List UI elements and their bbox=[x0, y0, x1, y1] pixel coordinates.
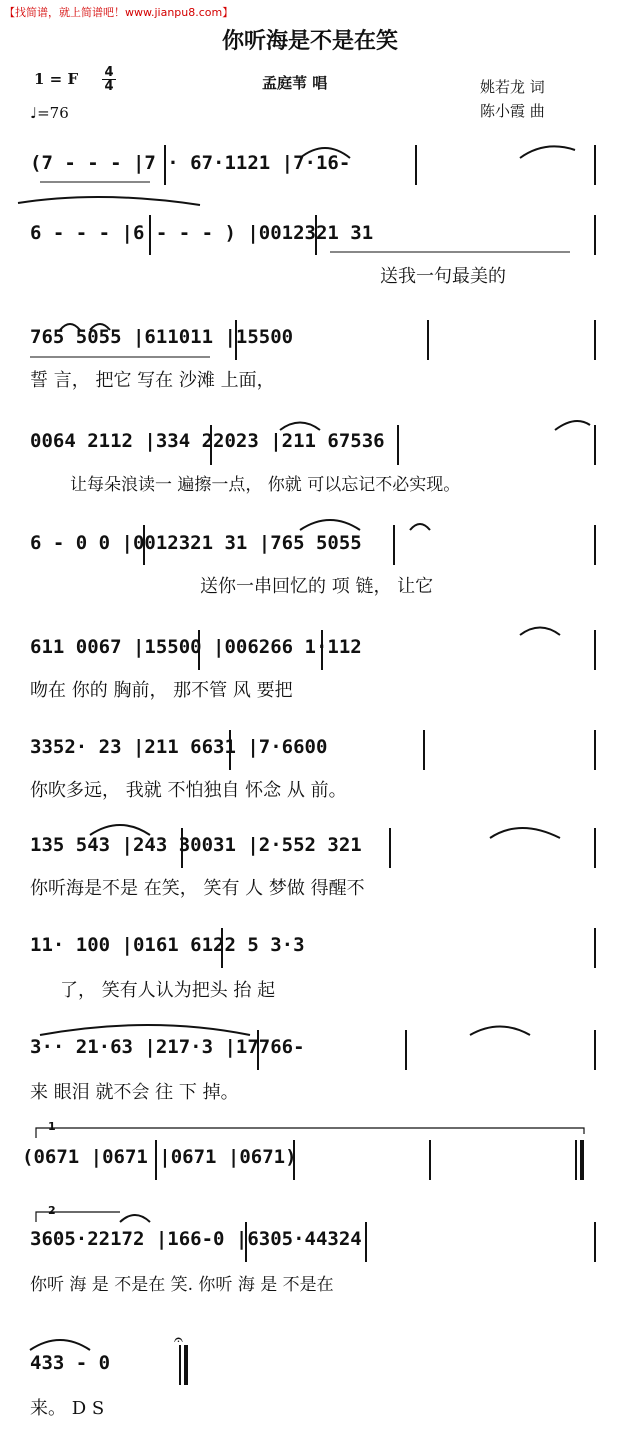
notation-row: 3605·22172 |166-0 |6305·44324 bbox=[30, 1228, 362, 1250]
time-signature-top: 4 bbox=[104, 65, 114, 80]
singer-credit: 孟庭苇 唱 bbox=[262, 74, 328, 92]
volta-one-label: 1 bbox=[48, 1120, 56, 1133]
tempo-marking bbox=[30, 104, 69, 122]
notation-row: 3352· 23 |211 6631 |7·6600 bbox=[30, 736, 328, 758]
notation-row: 3·· 21·63 |217·3 |17766- bbox=[30, 1036, 305, 1058]
notation-row: 0064 2112 |334 22023 |211 67536 bbox=[30, 430, 385, 452]
time-signature-bottom: 4 bbox=[102, 79, 116, 93]
notation-row: 433 - 0 bbox=[30, 1352, 111, 1374]
quarter-note-icon: ♩ bbox=[30, 104, 38, 122]
lyric-line: 吻在 你的 胸前， 那不管 风 要把 bbox=[30, 680, 293, 701]
lyric-line: 你听海是不是 在笑， 笑有 人 梦做 得醒不 bbox=[30, 878, 365, 899]
lyric-line: 来 眼泪 就不会 往 下 掉。 bbox=[30, 1082, 239, 1103]
notation-row: 6 - 0 0 |0012321 31 |765 5055 bbox=[30, 532, 362, 554]
lyric-line: 誓 言， 把它 写在 沙滩 上面， bbox=[30, 370, 275, 391]
lyric-line: 来。 D S bbox=[30, 1398, 105, 1419]
lyric-line: 让每朵浪读一 遍擦一点， 你就 可以忘记不必实现。 bbox=[70, 475, 461, 495]
time-signature bbox=[102, 66, 116, 93]
notation-row: (0671 |0671 |0671 |0671) bbox=[22, 1146, 297, 1168]
notation-row: 765 5055 |611011 |15500 bbox=[30, 326, 294, 348]
volta-two-label: 2 bbox=[48, 1204, 56, 1217]
tempo-value: =76 bbox=[37, 104, 69, 122]
notation-row: 6 - - - |6 - - - ) |0012321 31 bbox=[30, 222, 374, 244]
notation-row: (7 - - - |7 · 67·1121 |7·16- bbox=[30, 152, 351, 174]
lyric-line: 送你一串回忆的 项 链， 让它 bbox=[200, 576, 434, 597]
key-signature: 1 = F bbox=[34, 70, 79, 88]
lyric-line: 你吹多远， 我就 不怕独自 怀念 从 前。 bbox=[30, 780, 347, 801]
lyric-line: 了， 笑有人认为把头 抬 起 bbox=[60, 980, 276, 1001]
song-title: 你听海是不是在笑 bbox=[221, 28, 398, 54]
lyric-line: 送我一句最美的 bbox=[380, 266, 506, 287]
lyric-line: 你听 海 是 不是在 笑. 你听 海 是 不是在 bbox=[30, 1275, 334, 1295]
lyricist-credit: 姚若龙 词 bbox=[480, 78, 545, 96]
fermata-icon: 𝄐 bbox=[174, 1330, 183, 1349]
notation-row: 611 0067 |15500 |006266 1·112 bbox=[30, 636, 362, 658]
notation-row: 135 543 |243 30031 |2·552 321 bbox=[30, 834, 362, 856]
composer-credit: 陈小霞 曲 bbox=[480, 102, 545, 120]
site-watermark: 【找简谱，就上简谱吧！www.jianpu8.com】 bbox=[4, 6, 234, 19]
notation-row: 11· 100 |0161 6122 5 3·3 bbox=[30, 934, 305, 956]
